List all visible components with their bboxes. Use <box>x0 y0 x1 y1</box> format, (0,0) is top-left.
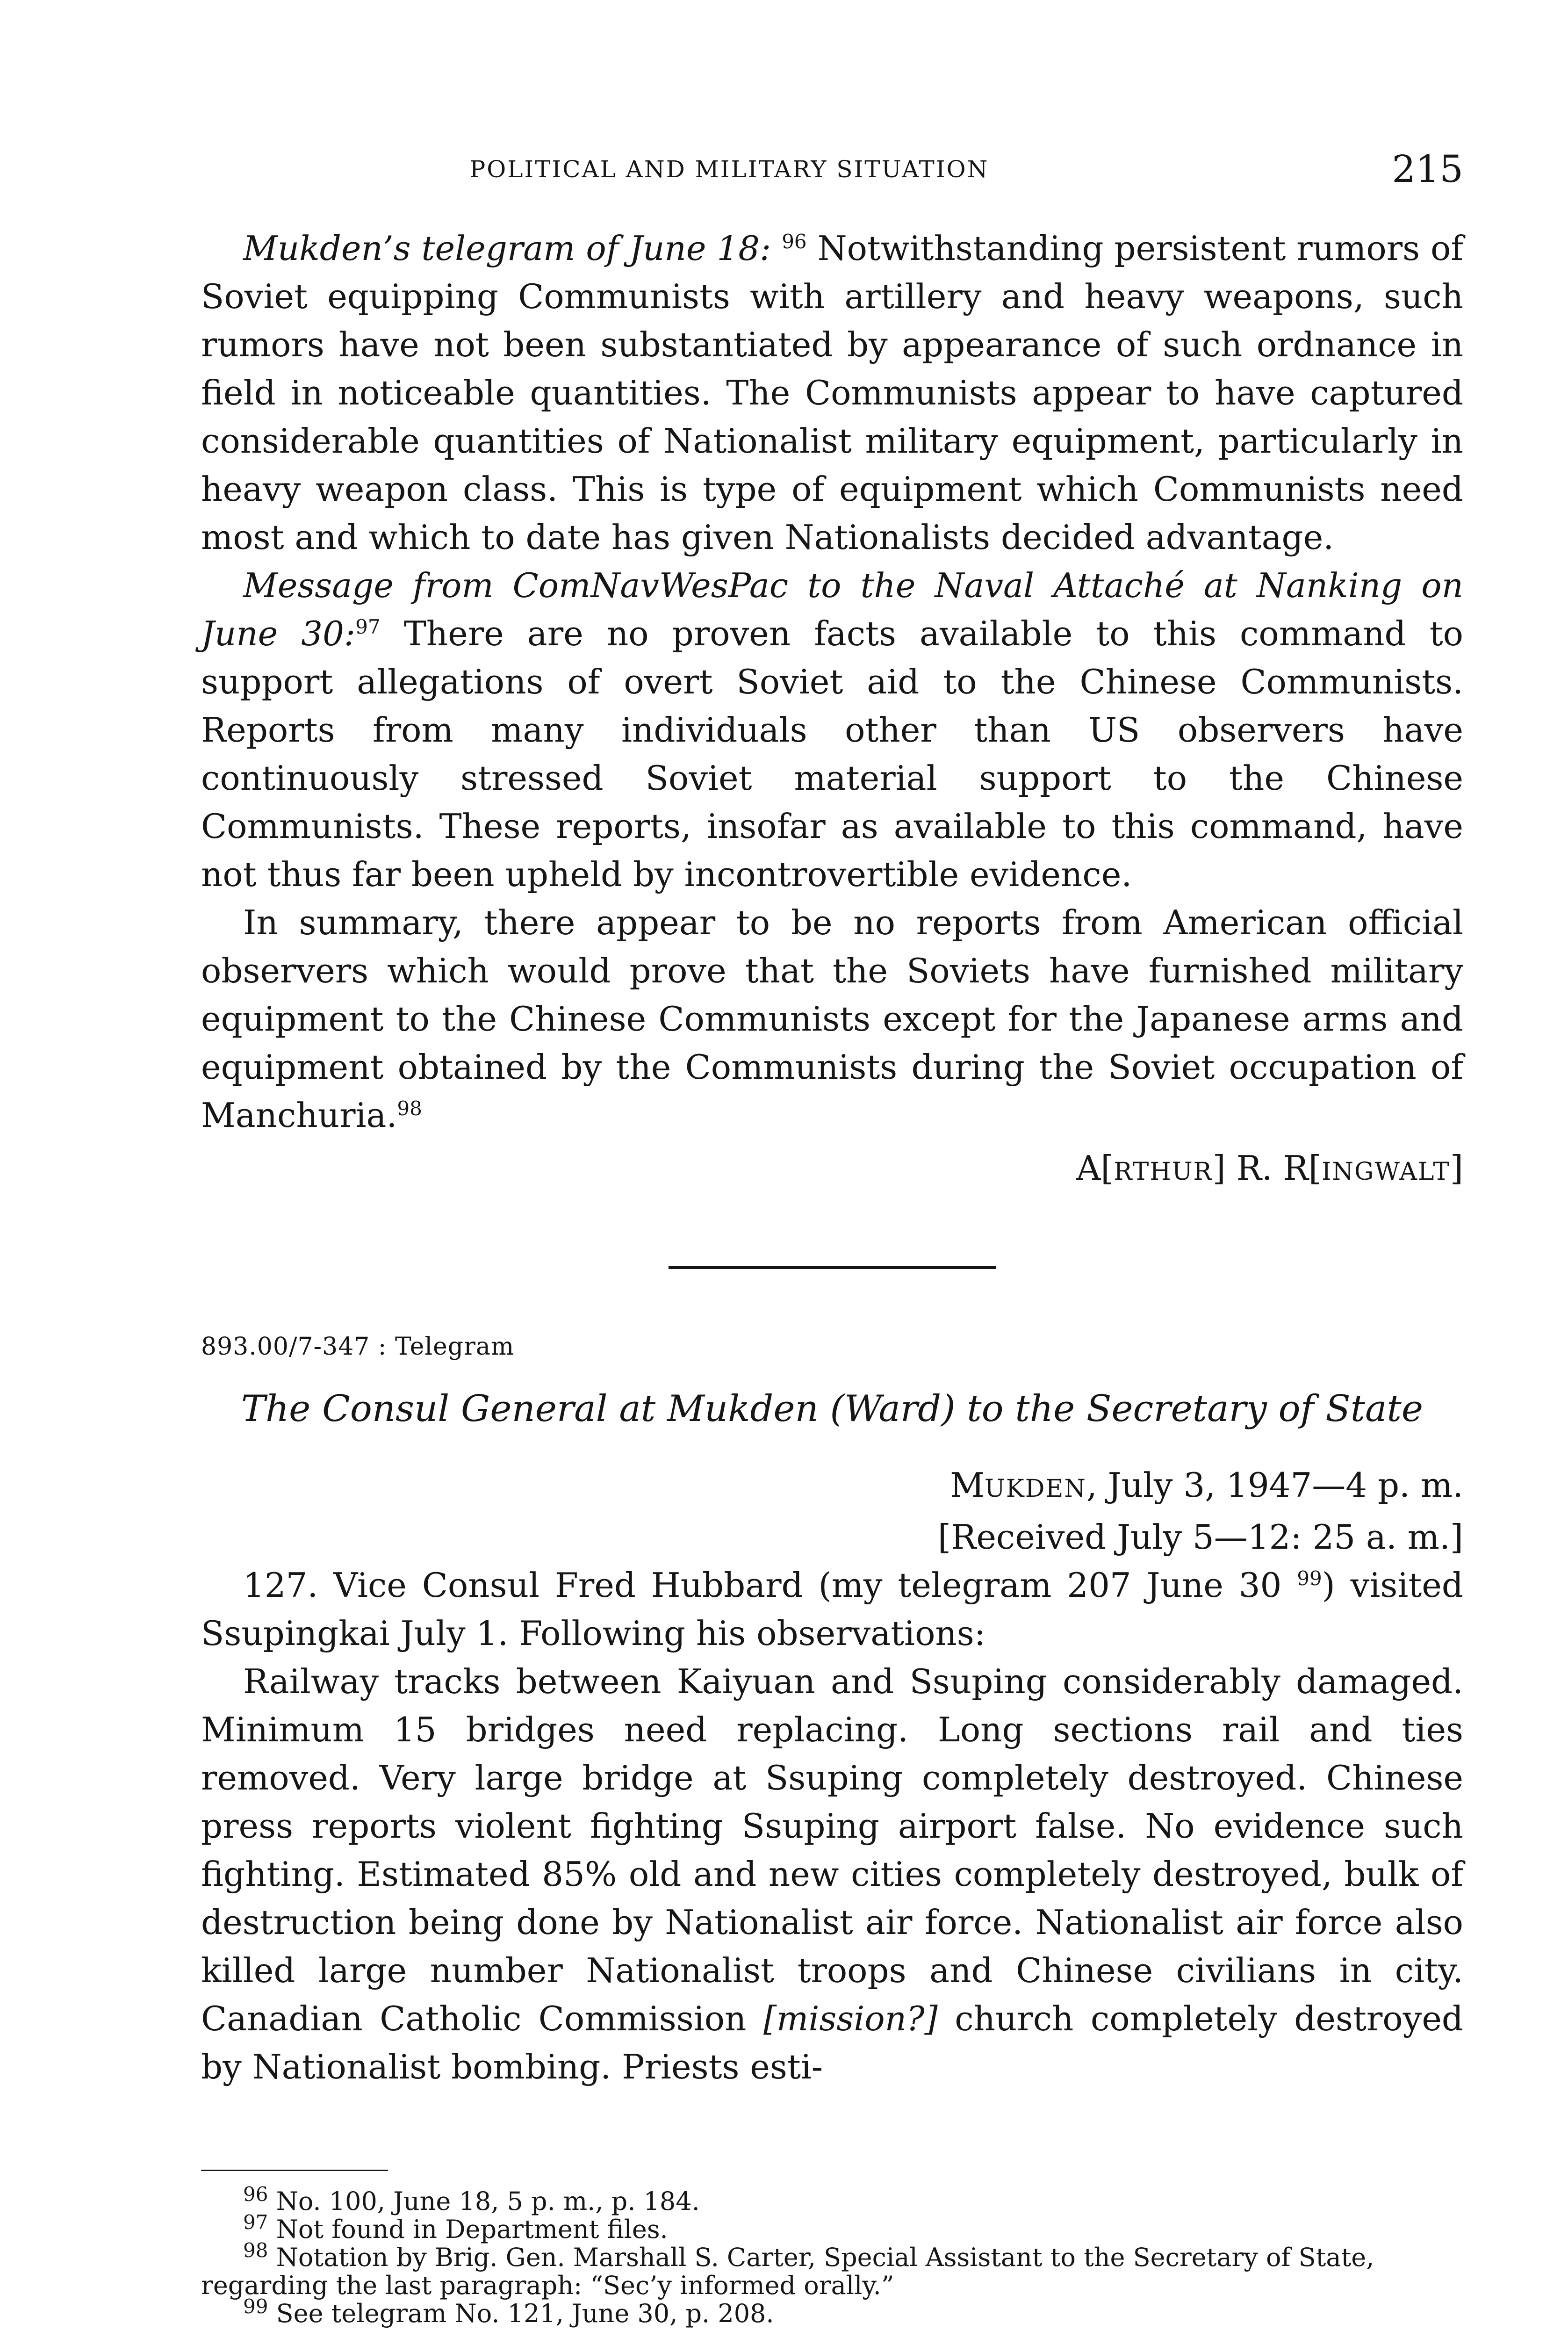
paragraph-comnavwespac-message <box>201 562 1463 899</box>
paragraph-text: Railway tracks between Kaiyuan and Ssuping considerably damaged. Minimum 15 bridges need replacing. Long sections rail and ties removed. Very large bridge at Ssuping completely destroyed. Chinese press reports violent fighting Ssuping airport false. No evidence such fighting. Estimated 85% old and new cities completely destroyed, bulk of destruction being done by Nationalist air force. Nationalist air force also killed large number Nationalist troops and Chinese civilians in city. Canadian Catholic Commission <box>201 1662 1463 2038</box>
footnote-ref: 99 <box>1297 1567 1322 1590</box>
paragraph-mukden-telegram <box>201 224 1463 562</box>
paragraph-lead: Mukden’s telegram of June 18: <box>243 229 771 268</box>
paragraph-text: Notwithstanding persistent rumors of Soviet equipping Communists with artillery and heavy weapons, such rumors have not been substantiated by appearance of such ordnance in field in noticeable quantities. The Communists appear to have captured considerable quantities of Nationalist military equipment, particularly in heavy weapon class. This is type of equipment which Communists need most and which to date has given Nationalists decided advantage. <box>201 229 1463 557</box>
paragraph-text: ) visited Ssupingkai July 1. Following his observations: <box>201 1566 1463 1653</box>
running-head: POLITICAL AND MILITARY SITUATION <box>469 156 989 183</box>
paragraph-telegram-opening <box>201 1561 1463 1658</box>
paragraph-observations <box>201 1658 1463 2091</box>
received-line: [Received July 5—12: 25 a. m.] <box>938 1517 1463 1557</box>
footnote-97: $^{97}$ Not found in Department files. <box>243 2211 668 2244</box>
document-title: The Consul General at Mukden (Ward) to the Secretary of State <box>241 1388 1424 1430</box>
dateline: MUKDEN, July 3, 1947—4 p. m. <box>950 1465 1463 1505</box>
paragraph-summary <box>201 899 1463 1140</box>
page-number: 215 <box>1392 147 1463 191</box>
paragraph-text: church completely destroyed by Nationalist bombing. Priests esti- <box>201 1999 1464 2086</box>
page-header <box>201 147 1463 199</box>
footnote-96: $^{96}$ No. 100, June 18, 5 p. m., p. 184. <box>243 2183 700 2216</box>
paragraph-text: There are no proven facts available to this command to support allegations of overt Soviet aid to the Chinese Communists. Reports from many individuals other than US observers have continuously stressed Soviet material support to the Chinese Communists. These reports, insofar as available to this command, have not thus far been upheld by incontrovertible evidence. <box>201 614 1463 894</box>
footnote-99: $^{99}$ See telegram No. 121, June 30, p. 208. <box>243 2295 774 2328</box>
paragraph-lead: Message from ComNavWesPac to the Naval Attaché at Nanking on June 30: <box>201 566 1463 653</box>
section-divider <box>669 1266 996 1269</box>
footnote-ref: 96 <box>782 230 807 253</box>
footnote-ref: 98 <box>397 1097 422 1120</box>
footnote-rule <box>201 2170 388 2171</box>
footnote-98: $^{98}$ Notation by Brig. Gen. Marshall S. Carter, Special Assistant to the Secretary of State, regarding the last paragraph: “Sec’y informed orally.” <box>201 2239 1374 2300</box>
footnotes <box>201 2170 1463 2328</box>
file-reference: 893.00/7-347 : Telegram <box>201 1333 515 1361</box>
signature: A[RTHUR] R. R[INGWALT] <box>1076 1148 1463 1188</box>
paragraph-italic: [mission?] <box>763 1999 938 2038</box>
footnote-ref: 97 <box>355 615 381 638</box>
body-text <box>201 224 1463 2091</box>
paragraph-text: In summary, there appear to be no reports from American official observers which would prove that the Soviets have furnished military equipment to the Chinese Communists except for the Japanese arms and equipment obtained by the Communists during the Soviet occupation of Manchuria. <box>201 903 1463 1135</box>
paragraph-text: 127. Vice Consul Fred Hubbard (my telegram 207 June 30 <box>243 1566 1282 1605</box>
